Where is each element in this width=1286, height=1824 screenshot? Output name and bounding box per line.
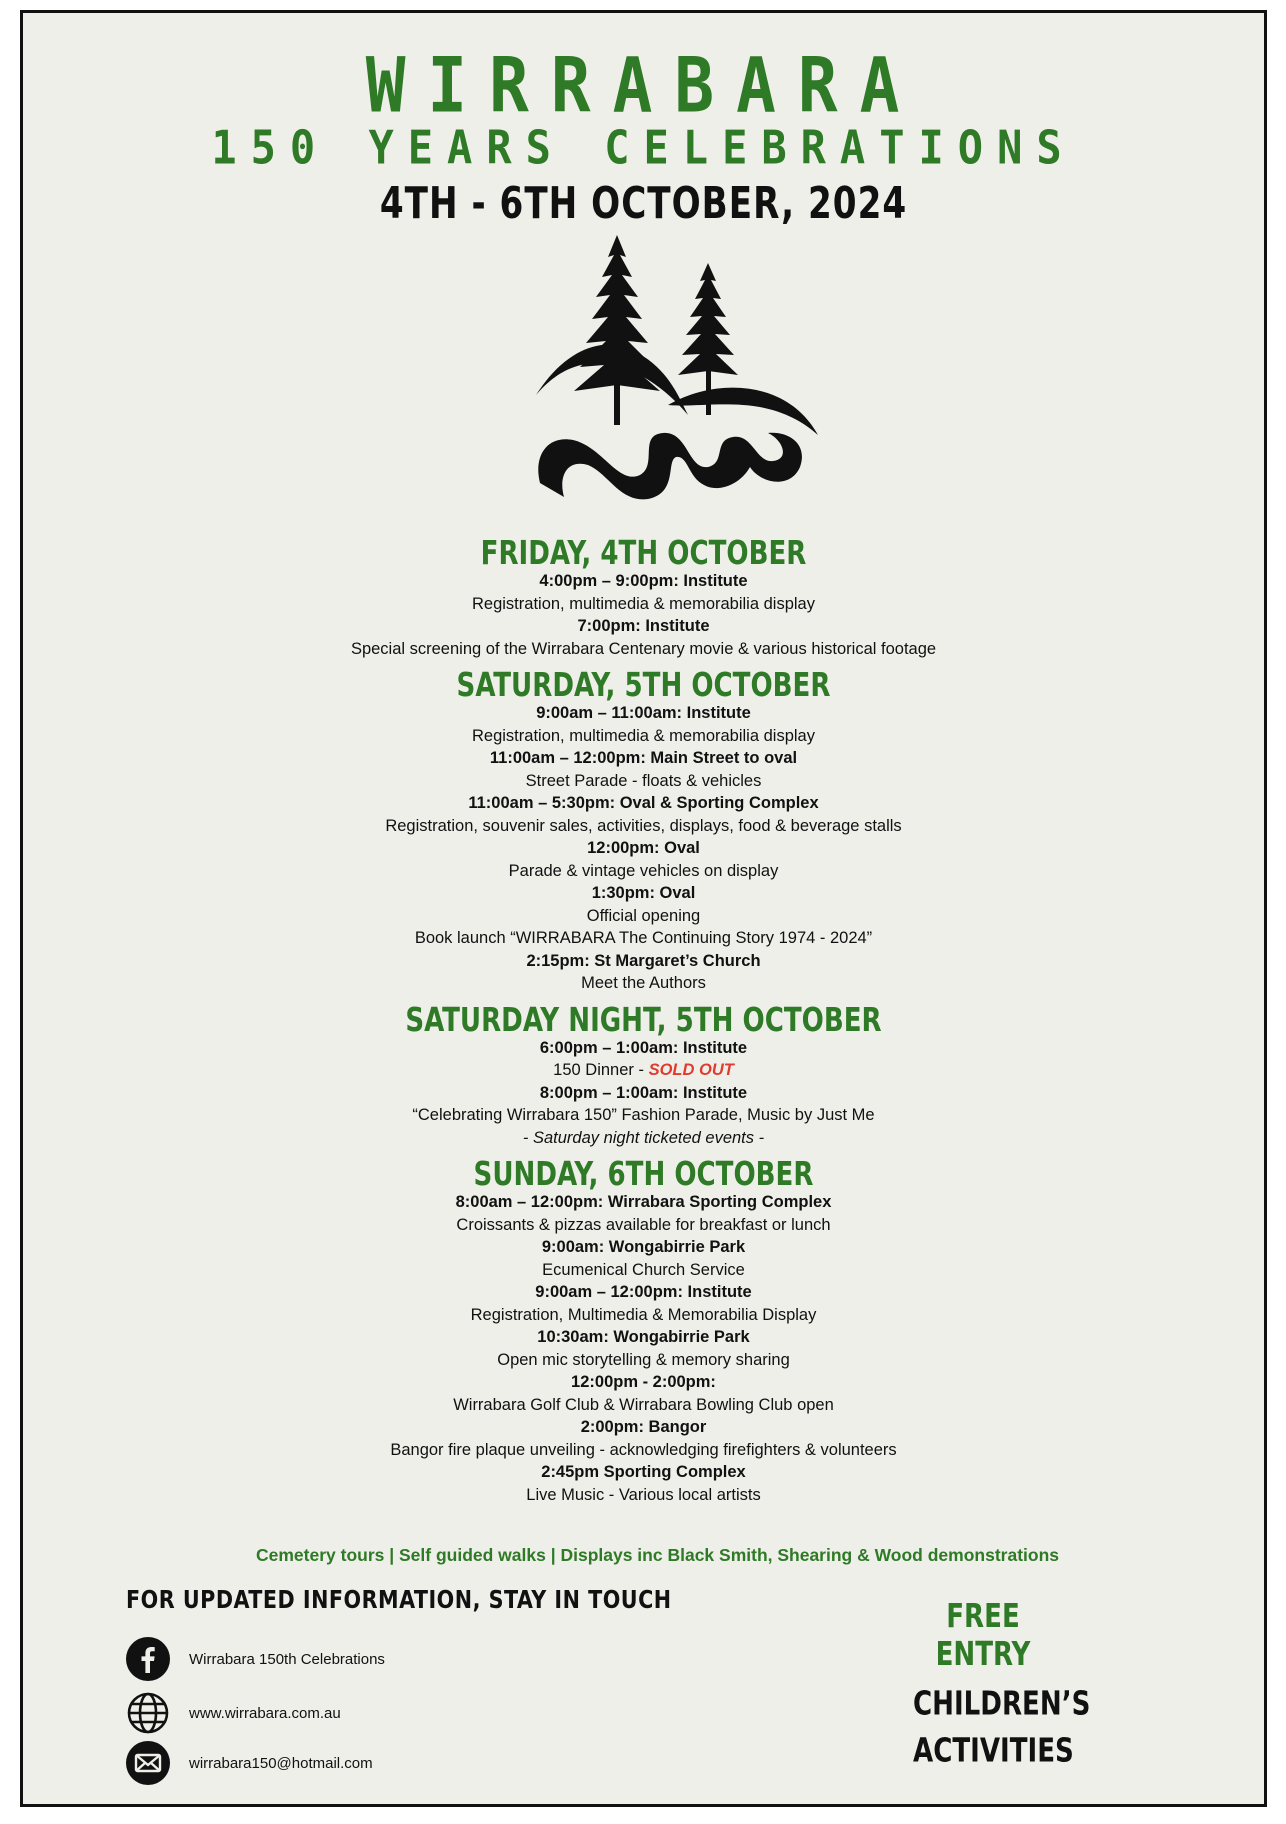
event-description: Parade & vintage vehicles on display xyxy=(508,861,779,880)
childrens-activities-label xyxy=(913,1680,1091,1774)
event-time: 6:00pm – 1:00am: Institute xyxy=(539,1038,748,1057)
event-time: 1:30pm: Oval xyxy=(591,884,696,902)
event-time: 7:00pm: Institute xyxy=(577,617,710,635)
event-description: Official opening xyxy=(586,906,701,925)
event-time: 2:15pm: St Margaret’s Church xyxy=(526,951,761,970)
event-description: Registration, multimedia & memorabilia display xyxy=(472,726,815,745)
event-description: Registration, souvenir sales, activities, displays, food & beverage stalls xyxy=(385,816,902,835)
event-description xyxy=(23,1059,1264,1082)
email-contact[interactable] xyxy=(126,1741,373,1785)
event-description-text: 150 Dinner - xyxy=(553,1061,649,1079)
poster xyxy=(20,10,1267,1807)
pine-trees-logo xyxy=(528,235,828,515)
ticketed-note: - Saturday night ticketed events - xyxy=(522,1128,765,1147)
event-description: Registration, multimedia & memorabilia display xyxy=(472,594,815,613)
website-contact[interactable] xyxy=(126,1691,341,1735)
childrens-line-2: ACTIVITIES xyxy=(913,1731,1074,1770)
event-time: 12:00pm - 2:00pm: xyxy=(571,1373,716,1391)
event-description: Ecumenical Church Service xyxy=(542,1260,745,1279)
event-description: Meet the Authors xyxy=(581,974,706,992)
event-description: Live Music - Various local artists xyxy=(526,1485,761,1504)
event-time: 11:00am – 12:00pm: Main Street to oval xyxy=(489,749,798,767)
event-description: “Celebrating Wirrabara 150” Fashion Parade, Music by Just Me xyxy=(412,1106,875,1124)
event-dates: 4TH - 6TH OCTOBER, 2024 xyxy=(379,177,908,229)
sold-out-badge: SOLD OUT xyxy=(648,1061,734,1079)
event-time: 9:00am – 11:00am: Institute xyxy=(536,704,751,722)
day-heading-saturday-night: SATURDAY NIGHT, 5TH OCTOBER xyxy=(405,1000,882,1039)
website-link[interactable]: www.wirrabara.com.au xyxy=(189,1704,341,1722)
event-description: Bangor fire plaque unveiling - acknowledging firefighters & volunteers xyxy=(390,1440,897,1459)
event-description: Special screening of the Wirrabara Centenary movie & various historical footage xyxy=(350,639,937,658)
event-time: 8:00am – 12:00pm: Wirrabara Sporting Complex xyxy=(455,1193,832,1211)
free-entry-label: FREE ENTRY xyxy=(935,1596,1031,1674)
event-description: Book launch “WIRRABARA The Continuing Story 1974 - 2024” xyxy=(414,929,873,947)
event-time: 4:00pm – 9:00pm: Institute xyxy=(539,572,748,590)
email-link[interactable]: wirrabara150@hotmail.com xyxy=(189,1754,373,1772)
event-time: 8:00pm – 1:00am: Institute xyxy=(539,1083,748,1102)
day-heading-saturday: SATURDAY, 5TH OCTOBER xyxy=(456,665,831,705)
facebook-page-name: Wirrabara 150th Celebrations xyxy=(189,1650,385,1668)
event-description: Registration, Multimedia & Memorabilia Display xyxy=(470,1305,817,1324)
event-time: 10:30am: Wongabirrie Park xyxy=(537,1328,750,1346)
event-time: 2:00pm: Bangor xyxy=(580,1418,707,1436)
event-time: 9:00am – 12:00pm: Institute xyxy=(535,1283,752,1301)
event-time: 12:00pm: Oval xyxy=(587,839,700,857)
event-time: 9:00am: Wongabirrie Park xyxy=(541,1238,746,1256)
day-heading-sunday: SUNDAY, 6TH OCTOBER xyxy=(473,1154,814,1194)
event-title: WIRRABARA xyxy=(365,41,922,130)
globe-icon xyxy=(126,1691,170,1735)
event-description: Street Parade - floats & vehicles xyxy=(525,771,762,790)
event-time: 2:45pm Sporting Complex xyxy=(541,1463,746,1481)
extra-activities: Cemetery tours | Self guided walks | Displays inc Black Smith, Shearing & Wood demonstrations xyxy=(256,1545,1059,1565)
mail-icon xyxy=(126,1741,170,1785)
facebook-contact[interactable] xyxy=(126,1637,385,1681)
childrens-line-1: CHILDREN’S xyxy=(913,1684,1091,1723)
contact-heading: FOR UPDATED INFORMATION, STAY IN TOUCH xyxy=(126,1586,672,1615)
poster-content xyxy=(23,13,1264,1804)
event-program xyxy=(23,533,1264,1506)
event-description: Open mic storytelling & memory sharing xyxy=(497,1350,790,1369)
event-subtitle: 150 YEARS CELEBRATIONS xyxy=(211,120,1076,175)
event-description: Croissants & pizzas available for breakfast or lunch xyxy=(456,1215,831,1234)
day-heading-friday: FRIDAY, 4TH OCTOBER xyxy=(480,533,807,573)
event-description: Wirrabara Golf Club & Wirrabara Bowling Club open xyxy=(453,1395,834,1414)
event-time: 11:00am – 5:30pm: Oval & Sporting Complex xyxy=(468,794,819,812)
facebook-icon xyxy=(126,1637,170,1681)
